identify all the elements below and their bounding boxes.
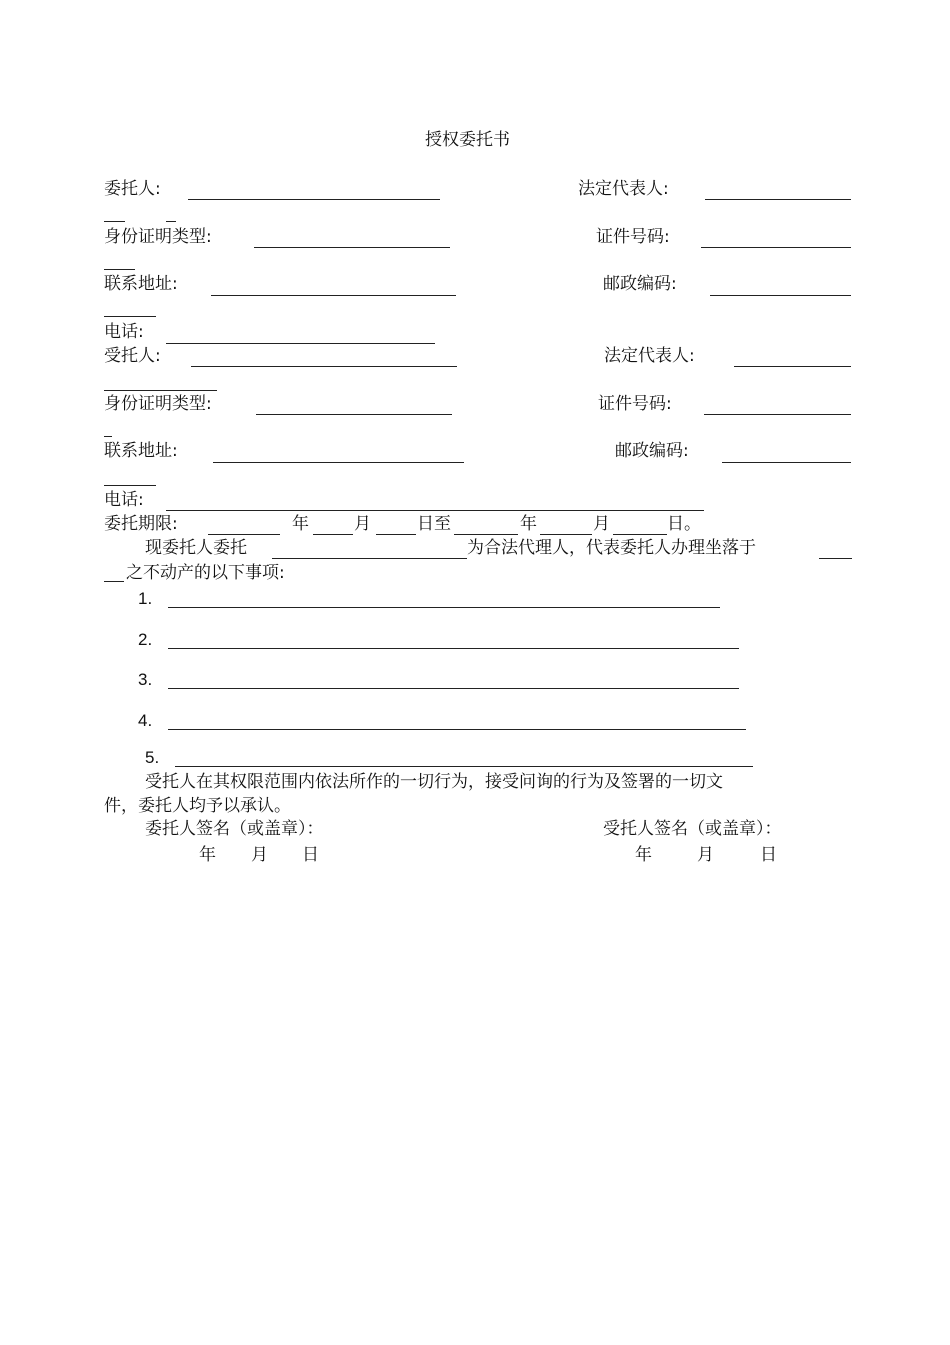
agent-name-label: 受托人: — [104, 346, 161, 366]
term-day-end-label: 日。 — [667, 514, 701, 534]
principal-phone-label: 电话: — [104, 322, 144, 342]
agent-signature-label: 受托人签名（或盖章）： — [603, 819, 782, 839]
principal-postcode-field-cont — [104, 316, 156, 317]
principal-sign-day: 日 — [302, 845, 319, 865]
principal-name-label: 委托人: — [104, 179, 161, 199]
agent-sign-year: 年 — [635, 845, 652, 865]
item-field[interactable] — [168, 607, 720, 608]
item-number: 2. — [138, 630, 153, 649]
term-end-day-field[interactable] — [613, 534, 667, 535]
principal-id-number-label: 证件号码: — [596, 227, 670, 247]
intro-text-a: 现委托人委托 — [145, 538, 247, 558]
term-start-month-field[interactable] — [313, 534, 353, 535]
item-field[interactable] — [168, 688, 739, 689]
item-number: 3. — [138, 670, 153, 689]
principal-name-field[interactable] — [188, 199, 440, 200]
principal-sign-year: 年 — [199, 845, 216, 865]
agent-address-label: 联系地址: — [104, 441, 178, 461]
term-label: 委托期限: — [104, 514, 178, 534]
agent-legal-rep-field[interactable] — [734, 366, 851, 367]
term-month2-label: 月 — [593, 514, 610, 534]
principal-id-number-field-cont — [104, 269, 135, 270]
item-field[interactable] — [168, 729, 746, 730]
principal-id-type-label: 身份证明类型: — [104, 227, 212, 247]
agent-postcode-field-cont — [104, 485, 156, 486]
underline-fragment — [166, 221, 176, 222]
agent-phone-field[interactable] — [166, 510, 704, 511]
principal-phone-field[interactable] — [166, 343, 435, 344]
property-location-field-cont — [104, 581, 124, 582]
item-number: 5. — [145, 748, 160, 767]
agent-postcode-label: 邮政编码: — [615, 441, 689, 461]
statement-line-2: 件，委托人均予以承认。 — [104, 796, 291, 816]
agent-sign-day: 日 — [760, 845, 777, 865]
underline-fragment — [104, 436, 112, 437]
agent-appoint-field[interactable] — [272, 558, 467, 559]
agent-id-number-field[interactable] — [704, 414, 851, 415]
agent-id-type-field[interactable] — [256, 414, 452, 415]
principal-address-field[interactable] — [211, 295, 456, 296]
term-day-to-label: 日至 — [417, 514, 451, 534]
term-year-label: 年 — [292, 514, 309, 534]
term-start-year-field[interactable] — [208, 534, 280, 535]
agent-id-type-label: 身份证明类型: — [104, 394, 212, 414]
principal-id-type-field[interactable] — [254, 247, 450, 248]
agent-legal-rep-field-cont — [104, 390, 217, 391]
principal-sign-month: 月 — [251, 845, 268, 865]
principal-legal-rep-field-cont — [104, 221, 125, 222]
statement-line-1: 受托人在其权限范围内依法所作的一切行为，接受问询的行为及签署的一切文 — [145, 772, 723, 792]
principal-postcode-label: 邮政编码: — [603, 274, 677, 294]
agent-phone-label: 电话: — [104, 490, 144, 510]
principal-legal-rep-field[interactable] — [705, 199, 851, 200]
agent-postcode-field[interactable] — [722, 462, 851, 463]
item-field[interactable] — [175, 766, 753, 767]
term-year2-label: 年 — [520, 514, 537, 534]
intro-text-c: 之不动产的以下事项: — [126, 563, 285, 583]
principal-id-number-field[interactable] — [701, 247, 851, 248]
agent-address-field[interactable] — [213, 462, 464, 463]
principal-legal-rep-label: 法定代表人: — [578, 179, 669, 199]
property-location-field[interactable] — [819, 558, 852, 559]
agent-legal-rep-label: 法定代表人: — [604, 346, 695, 366]
item-number: 4. — [138, 711, 153, 730]
principal-address-label: 联系地址: — [104, 274, 178, 294]
term-end-month-field[interactable] — [540, 534, 592, 535]
term-end-year-field[interactable] — [454, 534, 518, 535]
principal-postcode-field[interactable] — [710, 295, 851, 296]
document-title: 授权委托书 — [425, 130, 510, 150]
agent-id-number-label: 证件号码: — [598, 394, 672, 414]
term-start-day-field[interactable] — [376, 534, 416, 535]
intro-text-b: 为合法代理人，代表委托人办理坐落于 — [467, 538, 756, 558]
item-field[interactable] — [168, 648, 739, 649]
agent-name-field[interactable] — [191, 366, 457, 367]
principal-signature-label: 委托人签名（或盖章）： — [145, 819, 324, 839]
item-number: 1. — [138, 589, 153, 608]
agent-sign-month: 月 — [697, 845, 714, 865]
term-month-label: 月 — [354, 514, 371, 534]
